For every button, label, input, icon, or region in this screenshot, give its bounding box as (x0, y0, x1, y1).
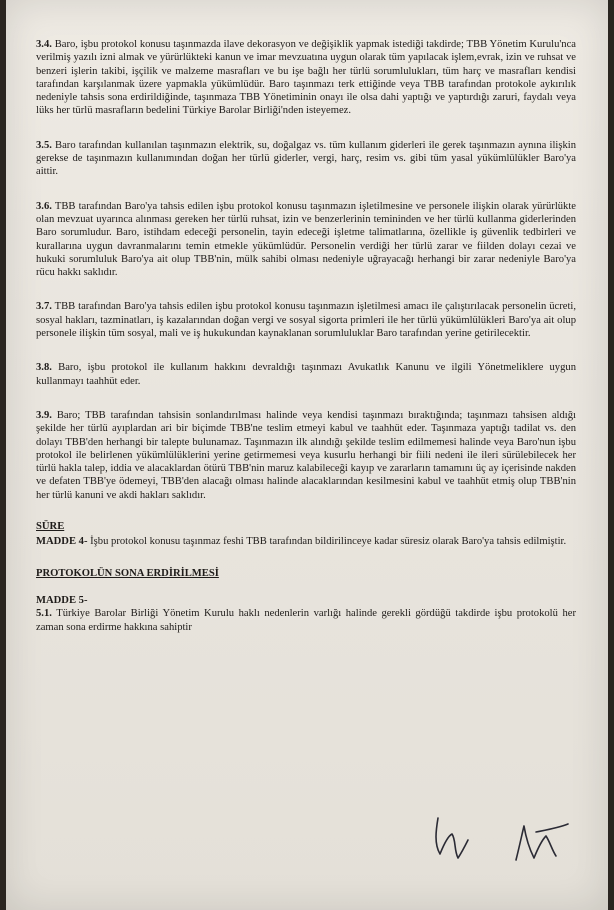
clause-text: Baro, işbu protokol ile kullanım hakkını devraldığı taşınmazı Avukatlık Kanunu ve ilgili Yönetmeliklere uygun kullanmayı taahhüt eder. (36, 362, 576, 387)
clause-number: 3.6. (36, 200, 52, 212)
clause-number: 3.5. (36, 139, 52, 151)
signature-right (506, 812, 576, 872)
clause-number: 5.1. (36, 608, 52, 620)
clause-number: 3.4. (36, 39, 52, 50)
clause-3-4 (36, 38, 576, 118)
clause-number: 3.7. (36, 301, 52, 313)
clause-3-6 (36, 200, 576, 280)
clause-text: Baro tarafından kullanılan taşınmazın elektrik, su, doğalgaz vs. tüm kullanım giderleri ile gerek taşınmazın aynına ilişkin gerekse de taşınmazın kullanımından doğan her türlü giderler, vergi, harç, resim vs. gibi tüm yasal yükümlülükler Baro'ya aittir. (36, 139, 576, 178)
clause-5-1 (36, 607, 576, 634)
section-heading-sure: SÜRE (36, 521, 65, 533)
clause-text: TBB tarafından Baro'ya tahsis edilen işbu protokol konusu taşınmazın işletilmesi amacı ile çalıştırılacak personelin ücreti, sosyal hakları, tazminatları, iş kazalarından doğan vergi ve sosyal sigorta primleri ile her türlü yükümlülükleri Baro'ya ait olup personele ilişkin tüm sosyal, mali ve iş hukukundan kaynaklanan sorumluluklar Baro tarafından yerine getirilecektir. (36, 301, 576, 340)
clause-number: 3.9. (36, 409, 52, 421)
clause-3-7 (36, 300, 576, 340)
document-page (6, 0, 608, 910)
clause-3-8 (36, 361, 576, 388)
clause-text: Türkiye Barolar Birliği Yönetim Kurulu haklı nedenlerin varlığı halinde gerekli gördüğü takdirde işbu protokolü her zaman sona erdirme hakkına sahiptir (36, 608, 576, 633)
section-heading-protocol-end: PROTOKOLÜN SONA ERDİRİLMESİ (36, 567, 219, 579)
signature-left (426, 810, 486, 870)
article-label: MADDE 4- (36, 536, 88, 548)
clause-3-9 (36, 409, 576, 502)
clause-text: Baro, işbu protokol konusu taşınmazda ilave dekorasyon ve değişiklik yapmak istediği takdirde; TBB Yönetim Kurulu'nca verilmiş yazılı izni almak ve yürürlükteki kanun ve imar mevzuatına uygun olarak tüm yapılacak işlem,evrak, izin ve ruhsat ve benzeri işlerin takibi, işçilik ve malzeme masrafları ve bu işe bağlı her türlü sorumlulukları, tüm harç ve masrafları kendisi tarafından karşılanmak üzere yapmakla yükümlüdür. Baro taşınmazı terk ettiğinde veya TBB tarafından protokole aykırılık nedeniyle tahsis sona erdirildiğinde, taşınmaza TBB Yönetiminin onayı ile olsa dahi yaptığı ve yaptırdığı zaruri, faydalı veya lüks her türlü masrafların bedelini Türkiye Barolar Birliği'nden isteyemez. (36, 39, 577, 117)
clause-number: 3.8. (36, 362, 52, 374)
clause-3-5 (36, 139, 576, 179)
clause-text: Baro; TBB tarafından tahsisin sonlandırılması halinde veya kendisi taşınmazı bıraktığında; taşınmazı tahsisen aldığı şekilde her türlü ayıplardan ari bir biçimde TBB'ne teslim etmeyi kabul ve taahhüt eder. Taşınmaza yaptığı tadilat vs. den dolayı TBB'den herhangi bir talepte bulunamaz. Taşınmazın ilk alındığı şekilde teslim edilmemesi halinde veya Baro'nun işbu protokol ile belirlenen yükümlülüklerini yerine getirmemesi veya kusurlu herhangi bir fiili nedeni ile ileri sürülebilecek her türlü hakla talep, iddia ve alacaklardan ötürü TBB'nin maruz kalabileceği kayıp ve zararların tamamını üç ay içerisinde nakden ve defaten TBB'ye ödemeyi, TBB'den alacağı olması halinde alacaklarından kesilmesini kabul ve taahhüt etmiş olup TBB'nin her türlü kanuni ve akdi hakları saklıdır. (36, 409, 576, 501)
article-text: İşbu protokol konusu taşınmaz feshi TBB tarafından bildirilinceye kadar süresiz olarak Baro'ya tahsis edilmiştir. (90, 536, 567, 548)
article-label: MADDE 5- (36, 594, 88, 606)
clause-text: TBB tarafından Baro'ya tahsis edilen işbu protokol konusu taşınmazın işletilmesine ve personele ilişkin olarak yürürlükte olan mevzuat uyarınca alınması gereken her türlü ruhsat, izin ve benzerlerinin temininden ve her türlü kullanma giderlerinden Baro sorumludur. Baro, istihdam edeceği personelin, tayin edeceği işletme talimatlarına, özellikle iş güvenlik tedbirleri ve kurallarına uygun davranmalarını temin etmekle yükümlüdür. Personelin verdiği her türlü zarar ve fiilden dolayı cezai ve hukuki sorumluluk Baro'ya ait olup TBB'nin, mülk sahibi olması nedeniyle uğrayacağı herhangi bir zarar nedeniyle Baro'ya rücu hakkı saklıdır. (36, 200, 576, 279)
article-4 (36, 535, 576, 548)
document-body (36, 38, 576, 655)
